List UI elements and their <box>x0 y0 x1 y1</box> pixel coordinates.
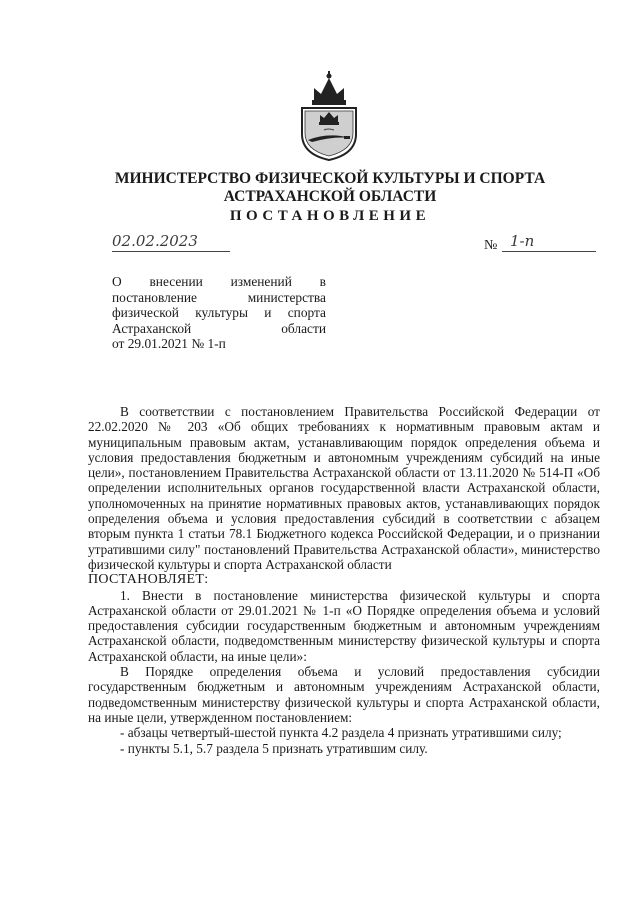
coat-of-arms-icon <box>294 70 364 162</box>
document-number: 1-п <box>502 232 596 252</box>
item-1-paragraph: 1. Внести в постановление министерства физической культуры и спорта Астраханской области от 29.01.2021 № 1-п «О Порядке определения объема и условий предоставления субсидии государственным бюджетным и автономным учреждениям Астраханской области, подведомственным министерству физической культуры и спорта Астраханской области, на иные цели»: <box>88 587 600 664</box>
document-body <box>88 404 600 756</box>
ministry-name <box>80 170 580 206</box>
bullet-paragraph-1: - абзацы четвертый-шестой пункта 4.2 раздела 4 признать утратившими силу; <box>120 725 562 741</box>
subject-line: О внесении изменений в <box>112 274 326 289</box>
document-date: 02.02.2023 <box>112 232 230 252</box>
bullet-paragraph-2: - пункты 5.1, 5.7 раздела 5 признать утратившим силу. <box>120 740 428 756</box>
number-label: № <box>484 238 498 253</box>
ministry-name-line2: АСТРАХАНСКОЙ ОБЛАСТИ <box>223 188 437 205</box>
resolves-heading: ПОСТАНОВЛЯЕТ: <box>88 572 209 588</box>
subject-line: физической культуры и спорта <box>112 305 326 321</box>
item-1-text-paragraph: В Порядке определения объема и условий предоставления субсидии государственным бюджетным и автономным учреждениям Астраханской области, подведомственным министерству физической культуры и спорта Астраханской области, на иные цели, утвержденном постановлением: <box>88 664 600 725</box>
ministry-name-line1: МИНИСТЕРСТВО ФИЗИЧЕСКОЙ КУЛЬТУРЫ И СПОРТА <box>114 170 546 187</box>
preamble-paragraph: В соответствии с постановлением Правительства Российской Федерации от 22.02.2020 № 203 «Об общих требованиях к нормативным правовым актам и муниципальным правовым актам, устанавливающим порядок определения объема и условия предоставления бюджетным и автономным учреждениям субсидий на иные цели», постановлением Правительства Астраханской области от 13.11.2020 № 514-П «Об определении исполнительных органов государственной власти Астраханской области, уполномоченных на принятие нормативных правовых актов, устанавливающих порядок определения объема и условия предоставления субсидий в соответствии с абзацем вторым пункта 1 статьи 78.1 Бюджетного кодекса Российской Федерации, и о признании утратившими силу" постановлений Правительства Астраханской области», министерство физической культуры и спорта Астраханской области <box>88 404 600 572</box>
subject-line: Астраханской области <box>112 320 326 336</box>
subject-line: от 29.01.2021 № 1-п <box>112 336 226 352</box>
subject-line: постановление министерства <box>112 289 326 305</box>
document-subject <box>112 274 326 352</box>
document-type: ПОСТАНОВЛЕНИЕ <box>229 208 431 224</box>
